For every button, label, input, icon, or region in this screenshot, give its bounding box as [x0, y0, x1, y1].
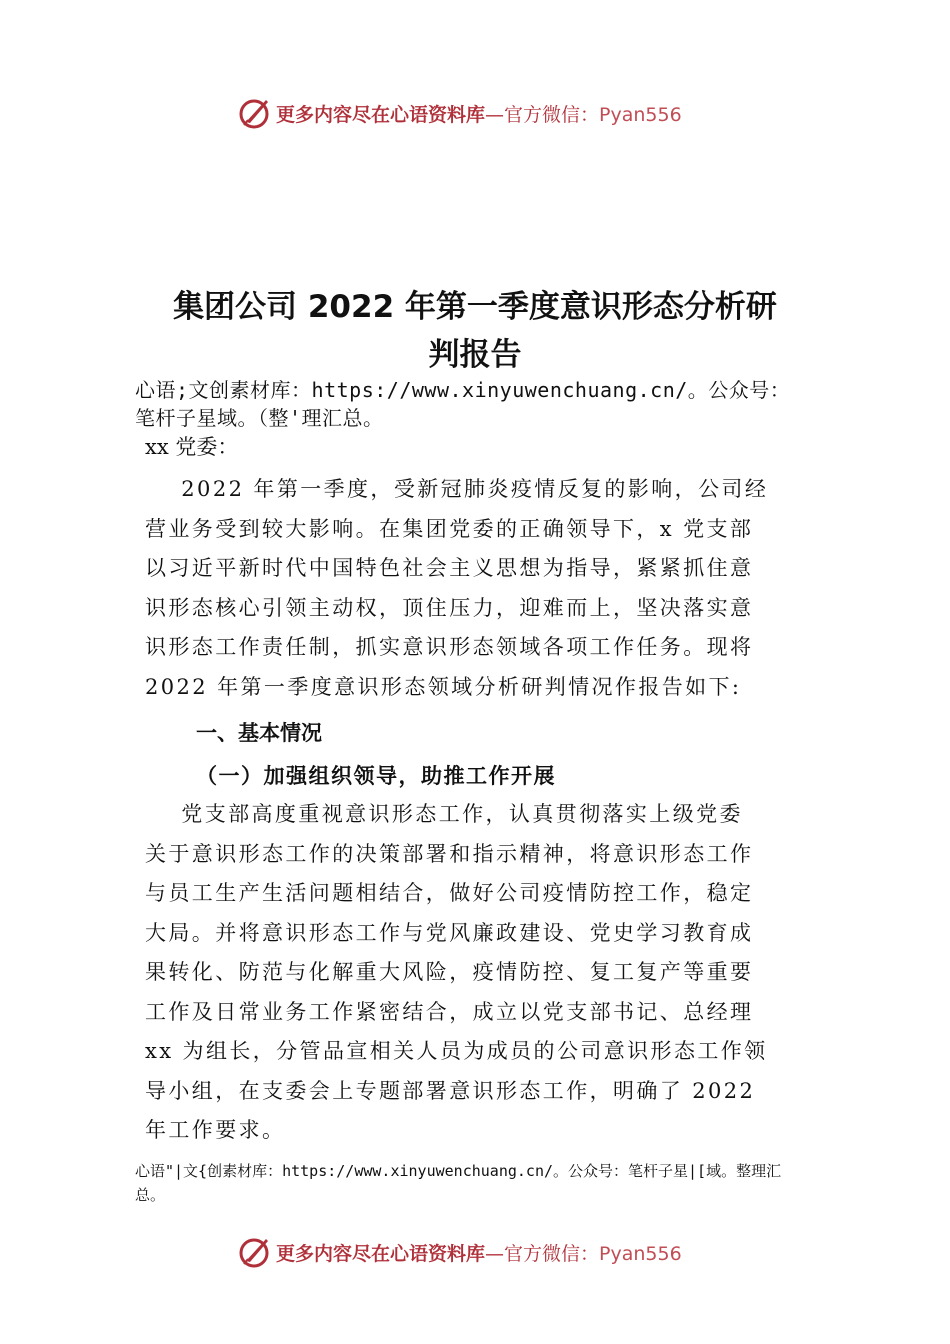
footer-note-line2: 总。	[135, 1186, 166, 1204]
paragraph-line: 2022 年第一季度，受新冠肺炎疫情反复的影响，公司经	[145, 477, 769, 501]
paragraph-line: 年工作要求。	[145, 1118, 286, 1142]
section-heading: 一、基本情况	[196, 721, 322, 745]
paragraph-line: 识形态工作责任制，抓实意识形态领域各项工作任务。现将	[145, 635, 754, 659]
paragraph-line: 工作及日常业务工作紧密结合，成立以党支部书记、总经理	[145, 999, 754, 1024]
paragraph-line: 果转化、防范与化解重大风险，疫情防控、复工复产等重要	[145, 960, 754, 984]
source-note-line1: 心语;文创素材库：https://www.xinyuwenchuang.cn/。公众号：	[135, 378, 791, 402]
paragraph-line: 2022 年第一季度意识形态领域分析研判情况作报告如下:	[145, 674, 742, 699]
paragraph-line: 与员工生产生活问题相结合，做好公司疫情防控工作，稳定	[145, 881, 754, 905]
body-paragraph	[145, 795, 807, 1151]
quill-logo-icon	[238, 1235, 272, 1269]
source-note-line2: 笔杆子星域。（整'理汇总。	[135, 406, 384, 430]
paragraph-line: 大局。并将意识形态工作与党风廉政建设、党史学习教育成	[145, 920, 754, 945]
subsection-heading: （一）加强组织领导，助推工作开展	[196, 764, 556, 788]
salutation: xx 党委：	[145, 435, 239, 459]
paragraph-line: xx 为组长，分管品宣相关人员为成员的公司意识形态工作领	[145, 1039, 768, 1063]
quill-logo-icon	[238, 96, 272, 130]
header-banner	[0, 94, 950, 134]
footer-note-line1: 心语"|文{创素材库：https://www.xinyuwenchuang.cn/。公众号：笔杆子星|[域。整理汇	[135, 1162, 782, 1180]
paragraph-line: 识形态核心引领主动权，顶住压力，迎难而上，坚决落实意	[145, 595, 754, 620]
paragraph-line: 导小组，在支委会上专题部署意识形态工作，明确了 2022	[145, 1078, 756, 1103]
footer-banner	[0, 1233, 950, 1273]
paragraph-line: 关于意识形态工作的决策部署和指示精神，将意识形态工作	[145, 841, 754, 866]
document-title-line1: 集团公司 2022 年第一季度意识形态分析研	[173, 289, 777, 325]
intro-paragraph	[145, 470, 807, 707]
footer-banner-text: 更多内容尽在心语资料库—官方微信：Pyan556	[276, 1243, 682, 1265]
header-banner-text: 更多内容尽在心语资料库—官方微信：Pyan556	[276, 104, 682, 126]
paragraph-line: 以习近平新时代中国特色社会主义思想为指导，紧紧抓住意	[145, 556, 754, 580]
paragraph-line: 党支部高度重视意识形态工作，认真贯彻落实上级党委	[145, 802, 743, 826]
paragraph-line: 营业务受到较大影响。在集团党委的正确领导下，x 党支部	[145, 516, 754, 541]
document-title-line2: 判报告	[428, 337, 522, 373]
